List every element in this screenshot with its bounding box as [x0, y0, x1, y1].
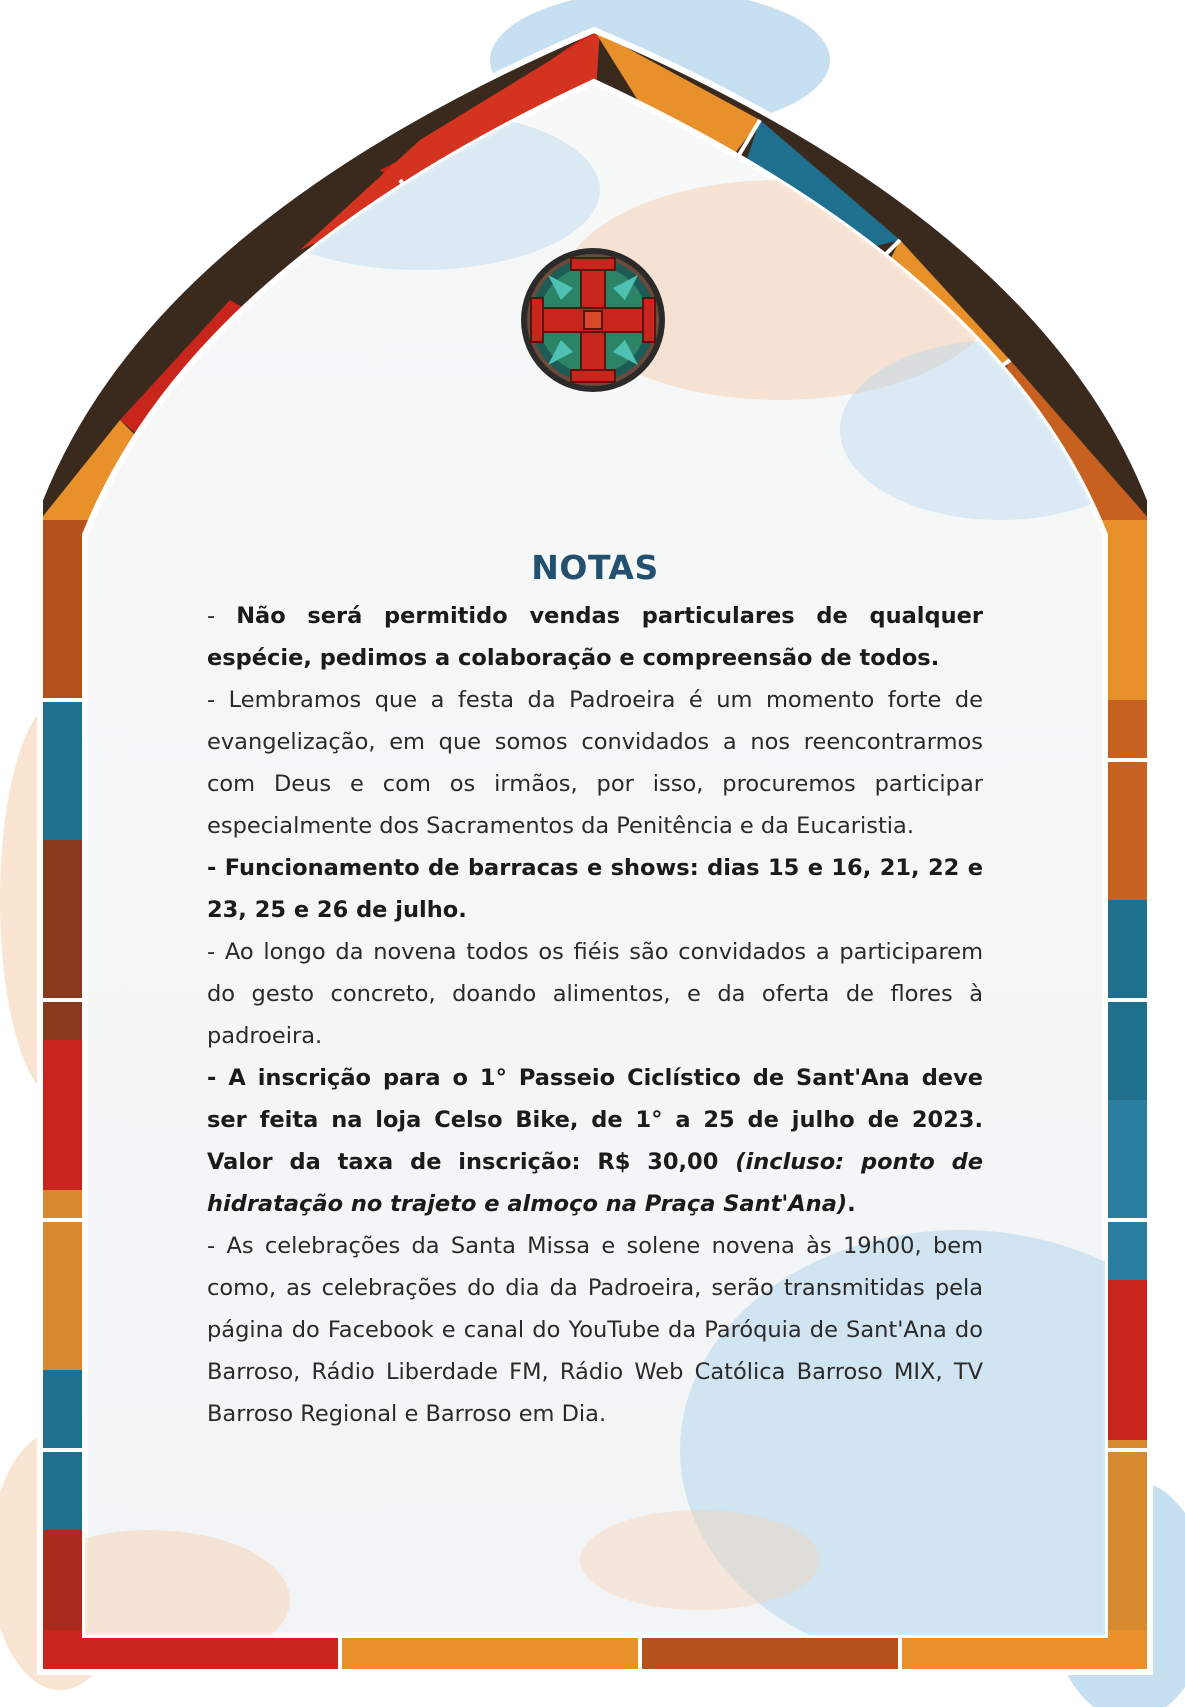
note-text: - Ao longo da novena todos os fiéis são convidados a participarem do gesto concreto, doando alimentos, e da oferta de flores à padroeira. [207, 939, 983, 1049]
note-item [207, 595, 983, 679]
note-bold-text: Não será permitido vendas particulares de qualquer espécie, pedimos a colaboração e compreensão de todos. [207, 603, 983, 671]
note-suffix: . [847, 1191, 856, 1217]
note-item [207, 679, 983, 847]
note-text: - Lembramos que a festa da Padroeira é um momento forte de evangelização, em que somos convidados a nos reencontrarmos com Deus e com os irmãos, por isso, procuremos participar especialmente dos Sacramentos da Penitência e da Eucaristia. [207, 687, 983, 839]
note-item [207, 1057, 983, 1225]
note-item [207, 931, 983, 1057]
note-text: - As celebrações da Santa Missa e solene novena às 19h00, bem como, as celebrações do dia da Padroeira, serão transmitidas pela página do Facebook e canal do YouTube da Paróquia de Sant'Ana do Barroso, Rádio Liberdade FM, Rádio Web Católica Barroso MIX, TV Barroso Regional e Barroso em Dia. [207, 1233, 983, 1427]
note-bold-text: - Funcionamento de barracas e shows: dias 15 e 16, 21, 22 e 23, 25 e 26 de julho. [207, 855, 983, 923]
note-bold-text: - A inscrição para o 1° Passeio Ciclístico de Sant'Ana deve ser feita na loja Celso Bike, de 1° a 25 de julho de 2023. Valor da taxa de inscrição: R$ 30,00 [207, 1065, 983, 1175]
note-item [207, 1225, 983, 1435]
note-prefix: - [207, 603, 237, 629]
note-item [207, 847, 983, 931]
page-title: NOTAS [531, 548, 659, 587]
note-italic-text: (incluso: ponto de hidratação no trajeto e almoço na Praça Sant'Ana) [207, 1149, 983, 1217]
stained-glass-cross-icon [521, 248, 665, 392]
notes-content [207, 548, 983, 1435]
